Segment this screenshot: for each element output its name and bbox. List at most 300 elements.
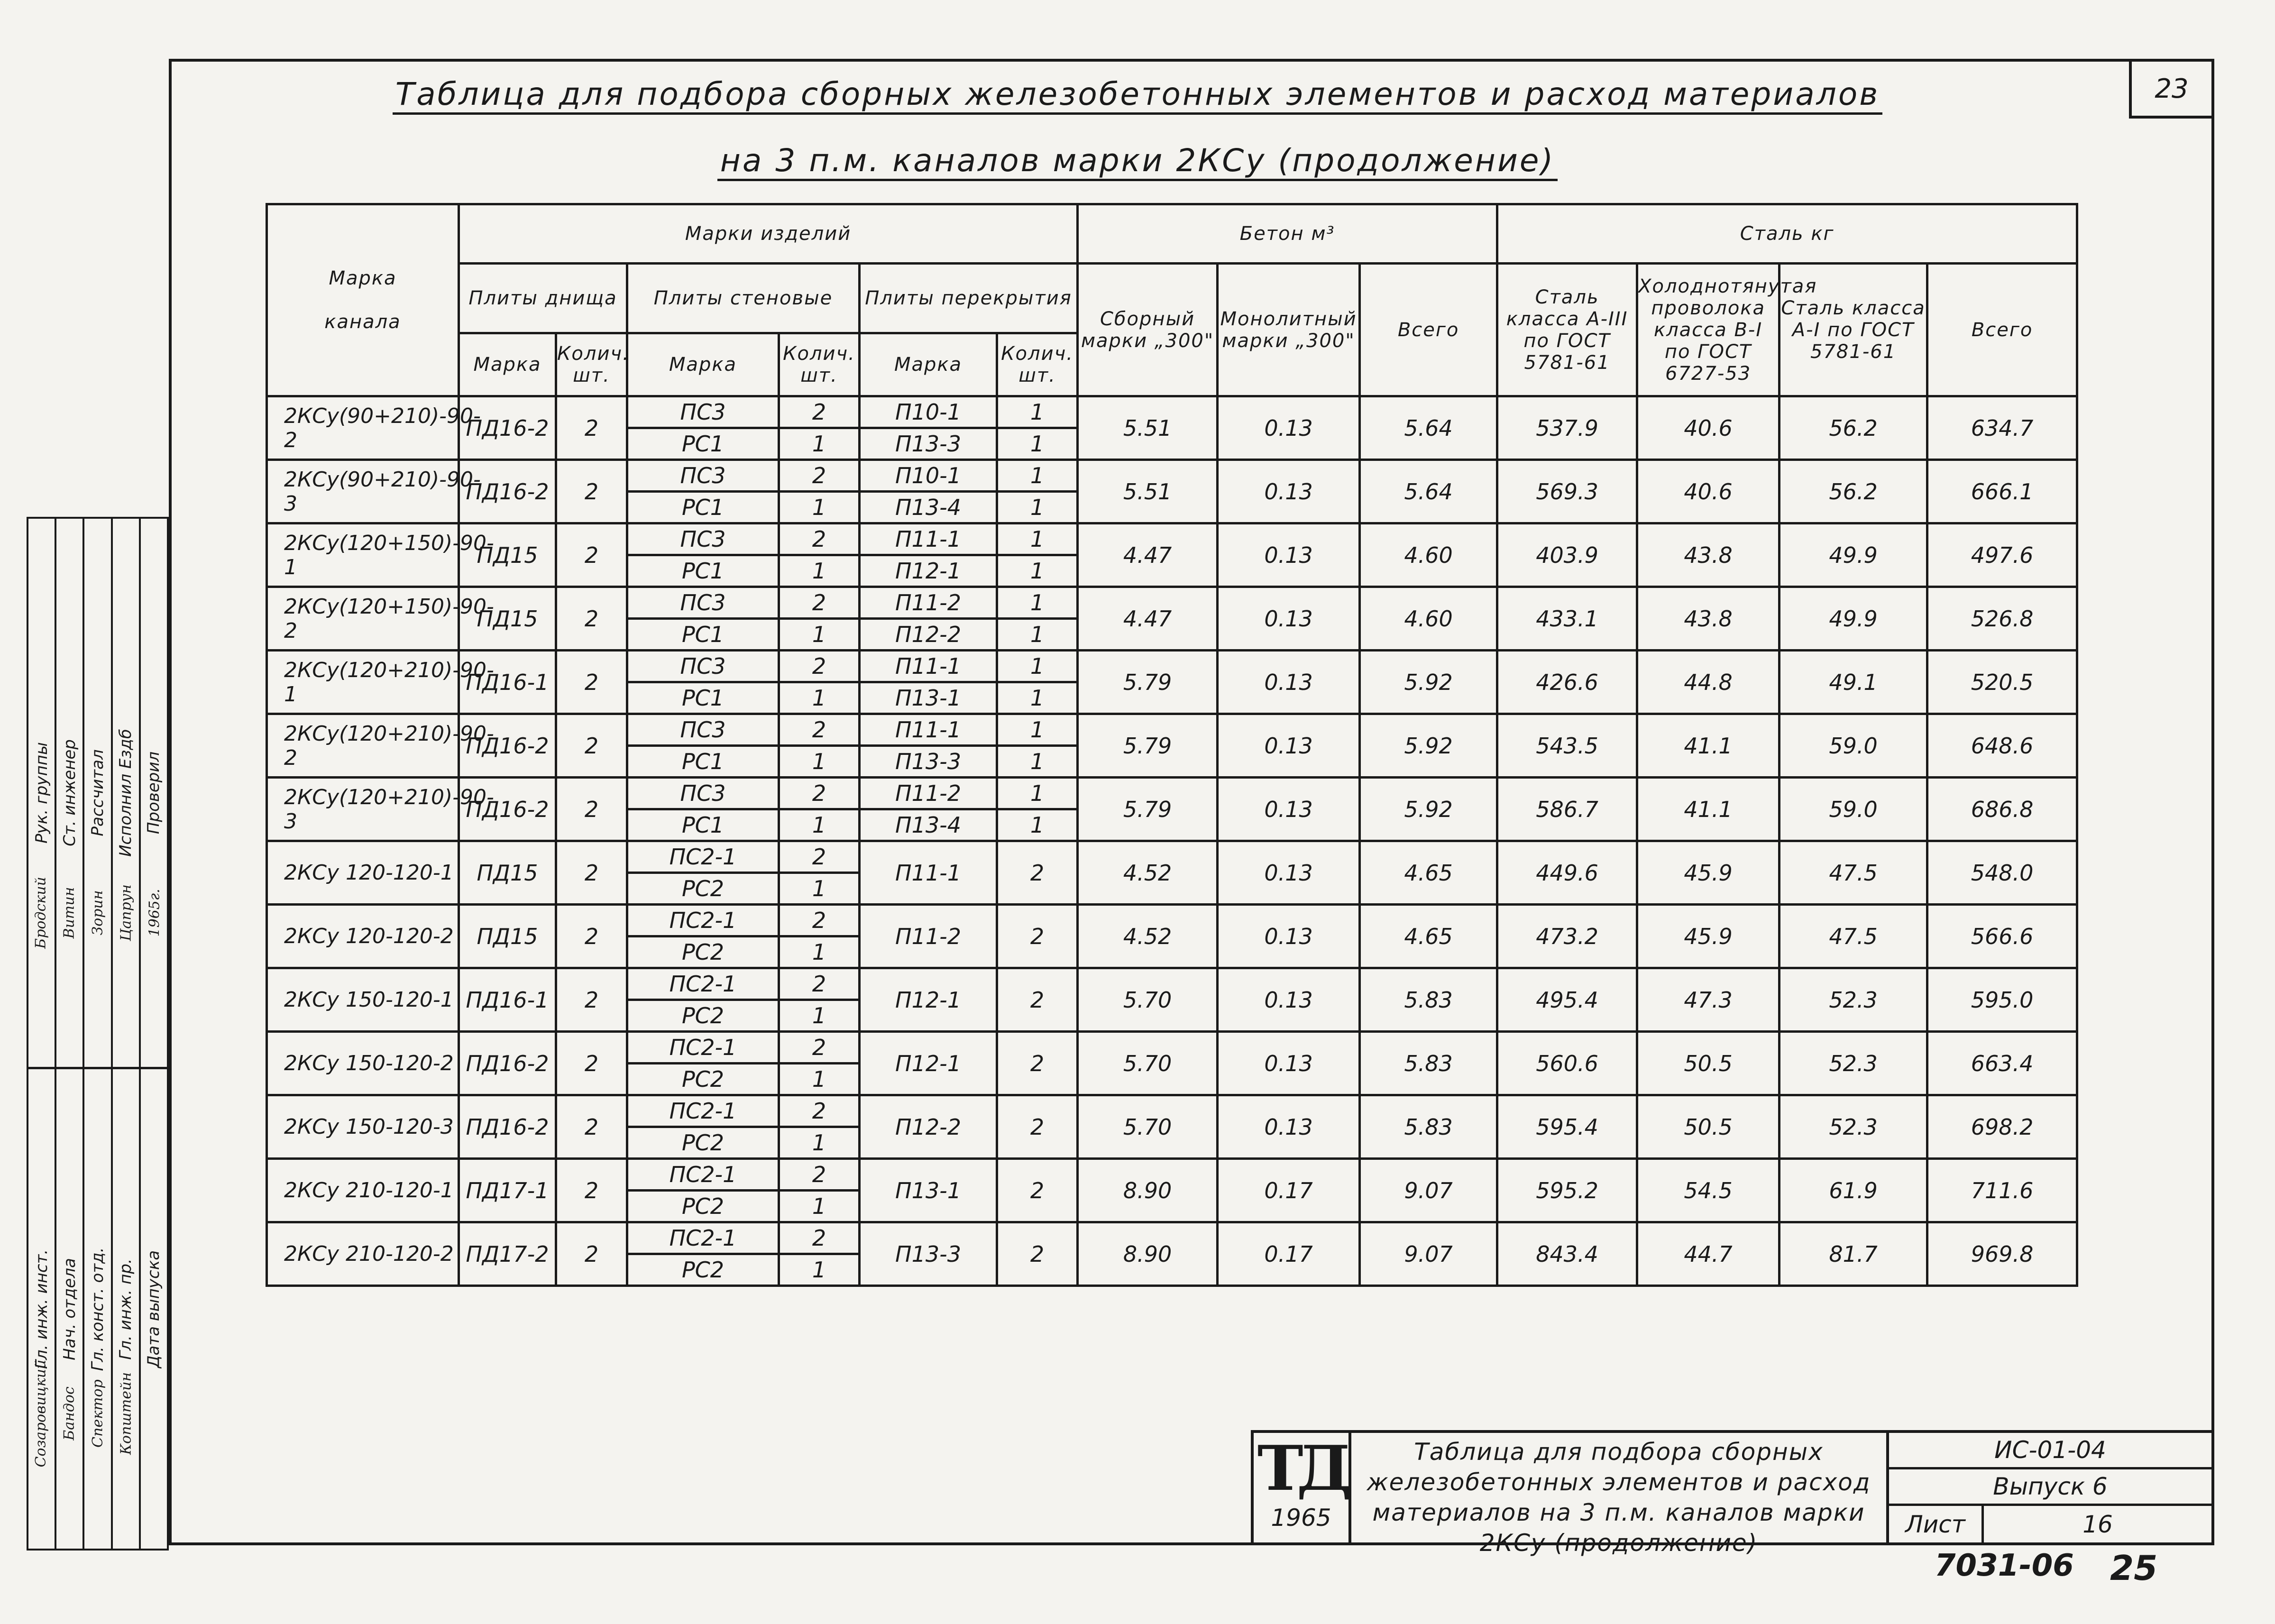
concrete-total: 9.07 bbox=[1360, 1222, 1497, 1286]
channel-code: 2КСу(90+210)-90-2 bbox=[267, 396, 459, 460]
channel-code: 2КСу 120-120-1 bbox=[267, 841, 459, 905]
channel-code: 2КСу(120+150)-90-2 bbox=[267, 587, 459, 651]
channel-code: 2КСу(120+210)-90-2 bbox=[267, 714, 459, 778]
wire-b1: 44.7 bbox=[1637, 1222, 1780, 1286]
ceiling-slab-count: 1 bbox=[997, 778, 1078, 809]
wall-slab-count: 2 bbox=[779, 1032, 860, 1064]
concrete-precast: 5.70 bbox=[1078, 1032, 1218, 1095]
wire-b1: 50.5 bbox=[1637, 1032, 1780, 1095]
concrete-monolithic: 0.13 bbox=[1218, 968, 1360, 1032]
concrete-total: 5.64 bbox=[1360, 396, 1497, 460]
header-monolitnyy: Монолитный марки „300" bbox=[1218, 264, 1360, 396]
concrete-precast: 4.47 bbox=[1078, 587, 1218, 651]
steel-a1: 61.9 bbox=[1780, 1159, 1927, 1222]
ceiling-slab-count: 1 bbox=[997, 619, 1078, 651]
bottom-slab-count: 2 bbox=[556, 587, 627, 651]
table-row bbox=[267, 1159, 2077, 1191]
ceiling-slab-count: 2 bbox=[997, 841, 1078, 905]
ceiling-slab-count: 1 bbox=[997, 682, 1078, 714]
steel-total: 711.6 bbox=[1927, 1159, 2077, 1222]
wire-b1: 41.1 bbox=[1637, 714, 1780, 778]
stamp-role-text: Исполнил Ездб bbox=[116, 729, 136, 857]
table-title-line-2: на 3 п.м. каналов марки 2КСу (продолжение) bbox=[0, 142, 2275, 179]
stamp-role bbox=[28, 1068, 55, 1550]
ceiling-slab-mark: П13-3 bbox=[860, 746, 997, 778]
concrete-total: 5.64 bbox=[1360, 460, 1497, 523]
bottom-slab-mark: ПД16-2 bbox=[459, 460, 556, 523]
steel-a3: 569.3 bbox=[1497, 460, 1637, 523]
ceiling-slab-mark: П13-4 bbox=[860, 492, 997, 523]
steel-total: 497.6 bbox=[1927, 523, 2077, 587]
concrete-total: 4.65 bbox=[1360, 905, 1497, 968]
bottom-slab-count: 2 bbox=[556, 1159, 627, 1222]
wall-slab-count: 1 bbox=[779, 492, 860, 523]
wall-slab-mark: ПС3 bbox=[627, 460, 779, 492]
concrete-total: 9.07 bbox=[1360, 1159, 1497, 1222]
wall-slab-mark: РС1 bbox=[627, 555, 779, 587]
stamp-role-text: Гл. инж. инст. bbox=[32, 1249, 51, 1369]
ceiling-slab-count: 1 bbox=[997, 396, 1078, 428]
header-kolich: Колич. шт. bbox=[779, 333, 860, 396]
ceiling-slab-count: 1 bbox=[997, 587, 1078, 619]
bottom-slab-mark: ПД16-1 bbox=[459, 968, 556, 1032]
steel-a1: 49.9 bbox=[1780, 587, 1927, 651]
stamp-role bbox=[83, 518, 111, 1068]
table-row bbox=[267, 523, 2077, 555]
bottom-slab-count: 2 bbox=[556, 1032, 627, 1095]
steel-a1: 52.3 bbox=[1780, 968, 1927, 1032]
wall-slab-count: 1 bbox=[779, 1064, 860, 1095]
stamp-name: Бандос bbox=[61, 1386, 78, 1440]
bottom-slab-mark: ПД16-2 bbox=[459, 778, 556, 841]
wire-b1: 43.8 bbox=[1637, 523, 1780, 587]
wire-b1: 44.8 bbox=[1637, 651, 1780, 714]
steel-a3: 595.2 bbox=[1497, 1159, 1637, 1222]
steel-total: 686.8 bbox=[1927, 778, 2077, 841]
ceiling-slab-mark: П12-1 bbox=[860, 555, 997, 587]
wall-slab-count: 1 bbox=[779, 555, 860, 587]
steel-total: 666.1 bbox=[1927, 460, 2077, 523]
wall-slab-mark: ПС3 bbox=[627, 778, 779, 809]
table-row bbox=[267, 587, 2077, 619]
table-row bbox=[267, 714, 2077, 746]
steel-a1: 47.5 bbox=[1780, 841, 1927, 905]
wall-slab-count: 2 bbox=[779, 841, 860, 873]
wall-slab-count: 1 bbox=[779, 809, 860, 841]
concrete-monolithic: 0.13 bbox=[1218, 587, 1360, 651]
bottom-slab-mark: ПД16-2 bbox=[459, 396, 556, 460]
wall-slab-count: 2 bbox=[779, 968, 860, 1000]
concrete-total: 5.83 bbox=[1360, 1032, 1497, 1095]
wall-slab-mark: РС1 bbox=[627, 492, 779, 523]
channel-code: 2КСу(120+210)-90-1 bbox=[267, 651, 459, 714]
concrete-precast: 5.79 bbox=[1078, 714, 1218, 778]
header-stal-vsego: Всего bbox=[1927, 264, 2077, 396]
stamp-role bbox=[28, 518, 55, 1068]
stamp-name: Зорин bbox=[89, 890, 106, 936]
wall-slab-mark: РС1 bbox=[627, 619, 779, 651]
wall-slab-mark: ПС2-1 bbox=[627, 1032, 779, 1064]
steel-a3: 473.2 bbox=[1497, 905, 1637, 968]
wall-slab-mark: ПС2-1 bbox=[627, 905, 779, 936]
wall-slab-mark: ПС3 bbox=[627, 587, 779, 619]
bottom-slab-count: 2 bbox=[556, 396, 627, 460]
concrete-total: 4.60 bbox=[1360, 587, 1497, 651]
bottom-slab-mark: ПД16-2 bbox=[459, 1032, 556, 1095]
wall-slab-count: 2 bbox=[779, 523, 860, 555]
concrete-monolithic: 0.13 bbox=[1218, 1095, 1360, 1159]
wire-b1: 47.3 bbox=[1637, 968, 1780, 1032]
ceiling-slab-count: 2 bbox=[997, 968, 1078, 1032]
table-row bbox=[267, 651, 2077, 682]
wall-slab-count: 1 bbox=[779, 1000, 860, 1032]
table-title-line-1: Таблица для подбора сборных железобетонных элементов и расход материалов bbox=[0, 76, 2275, 112]
table-row bbox=[267, 841, 2077, 873]
stamp-role-text: Гл. инж. пр. bbox=[116, 1258, 136, 1360]
steel-total: 595.0 bbox=[1927, 968, 2077, 1032]
ceiling-slab-count: 1 bbox=[997, 714, 1078, 746]
steel-a1: 52.3 bbox=[1780, 1095, 1927, 1159]
stamp-name: Спектор bbox=[89, 1379, 106, 1448]
steel-total: 520.5 bbox=[1927, 651, 2077, 714]
issue-number: Выпуск 6 bbox=[1889, 1469, 2211, 1506]
document-code: ИС-01-04 bbox=[1889, 1433, 2211, 1469]
concrete-precast: 4.47 bbox=[1078, 523, 1218, 587]
steel-a1: 52.3 bbox=[1780, 1032, 1927, 1095]
wall-slab-count: 1 bbox=[779, 619, 860, 651]
ceiling-slab-mark: П12-1 bbox=[860, 968, 997, 1032]
stamp-role bbox=[140, 518, 168, 1068]
channel-code: 2КСу 150-120-1 bbox=[267, 968, 459, 1032]
channel-code: 2КСу(90+210)-90-3 bbox=[267, 460, 459, 523]
steel-total: 634.7 bbox=[1927, 396, 2077, 460]
wall-slab-count: 1 bbox=[779, 682, 860, 714]
table-row bbox=[267, 1222, 2077, 1254]
bottom-slab-count: 2 bbox=[556, 905, 627, 968]
concrete-monolithic: 0.13 bbox=[1218, 714, 1360, 778]
steel-a3: 543.5 bbox=[1497, 714, 1637, 778]
wall-slab-mark: РС2 bbox=[627, 936, 779, 968]
channel-code: 2КСу 210-120-2 bbox=[267, 1222, 459, 1286]
steel-a1: 56.2 bbox=[1780, 396, 1927, 460]
concrete-precast: 5.70 bbox=[1078, 1095, 1218, 1159]
ceiling-slab-mark: П10-1 bbox=[860, 396, 997, 428]
stamp-name: Копштейн bbox=[118, 1372, 135, 1455]
ceiling-slab-count: 1 bbox=[997, 809, 1078, 841]
page-number: 23 bbox=[2129, 59, 2214, 119]
steel-total: 548.0 bbox=[1927, 841, 2077, 905]
sheet-label: Лист bbox=[1889, 1506, 1984, 1542]
wire-b1: 40.6 bbox=[1637, 460, 1780, 523]
stamp-role-text: Дата выпуска bbox=[144, 1250, 164, 1368]
title-block bbox=[1251, 1430, 2214, 1557]
concrete-monolithic: 0.13 bbox=[1218, 1032, 1360, 1095]
steel-a3: 403.9 bbox=[1497, 523, 1637, 587]
wire-b1: 43.8 bbox=[1637, 587, 1780, 651]
logo-mark: ТД bbox=[1257, 1432, 1345, 1505]
concrete-precast: 8.90 bbox=[1078, 1159, 1218, 1222]
wall-slab-mark: РС1 bbox=[627, 428, 779, 460]
steel-total: 663.4 bbox=[1927, 1032, 2077, 1095]
concrete-precast: 5.51 bbox=[1078, 460, 1218, 523]
wall-slab-count: 2 bbox=[779, 651, 860, 682]
concrete-total: 5.92 bbox=[1360, 651, 1497, 714]
wall-slab-mark: РС2 bbox=[627, 1127, 779, 1159]
bottom-slab-mark: ПД16-2 bbox=[459, 1095, 556, 1159]
concrete-precast: 4.52 bbox=[1078, 905, 1218, 968]
wall-slab-mark: ПС2-1 bbox=[627, 968, 779, 1000]
channel-code: 2КСу(120+210)-90-3 bbox=[267, 778, 459, 841]
header-plity-dnischa: Плиты днища bbox=[459, 264, 627, 333]
concrete-precast: 5.51 bbox=[1078, 396, 1218, 460]
bottom-slab-count: 2 bbox=[556, 460, 627, 523]
wall-slab-mark: РС2 bbox=[627, 1254, 779, 1286]
steel-a1: 49.9 bbox=[1780, 523, 1927, 587]
table-row bbox=[267, 968, 2077, 1000]
steel-a3: 433.1 bbox=[1497, 587, 1637, 651]
bottom-slab-count: 2 bbox=[556, 841, 627, 905]
steel-total: 648.6 bbox=[1927, 714, 2077, 778]
wall-slab-count: 2 bbox=[779, 396, 860, 428]
ceiling-slab-count: 1 bbox=[997, 651, 1078, 682]
wall-slab-count: 2 bbox=[779, 905, 860, 936]
ceiling-slab-count: 2 bbox=[997, 1159, 1078, 1222]
stamp-name: Цапрун bbox=[118, 884, 135, 942]
ceiling-slab-count: 2 bbox=[997, 1032, 1078, 1095]
steel-a1: 47.5 bbox=[1780, 905, 1927, 968]
bottom-slab-mark: ПД15 bbox=[459, 841, 556, 905]
channel-code: 2КСу(120+150)-90-1 bbox=[267, 523, 459, 587]
bottom-slab-mark: ПД17-1 bbox=[459, 1159, 556, 1222]
ceiling-slab-count: 1 bbox=[997, 746, 1078, 778]
stamp-role bbox=[112, 518, 140, 1068]
wall-slab-mark: ПС3 bbox=[627, 651, 779, 682]
table-row bbox=[267, 1032, 2077, 1064]
wall-slab-count: 2 bbox=[779, 1159, 860, 1191]
steel-a1: 59.0 bbox=[1780, 714, 1927, 778]
ceiling-slab-mark: П12-2 bbox=[860, 619, 997, 651]
stamp-role bbox=[55, 1068, 83, 1550]
steel-a1: 59.0 bbox=[1780, 778, 1927, 841]
wall-slab-mark: РС2 bbox=[627, 873, 779, 905]
wall-slab-mark: РС1 bbox=[627, 809, 779, 841]
wall-slab-mark: РС2 bbox=[627, 1064, 779, 1095]
folio-number: 25 bbox=[2110, 1548, 2158, 1588]
steel-total: 566.6 bbox=[1927, 905, 2077, 968]
steel-total: 526.8 bbox=[1927, 587, 2077, 651]
concrete-total: 5.92 bbox=[1360, 714, 1497, 778]
stamp-role bbox=[83, 1068, 111, 1550]
wall-slab-count: 2 bbox=[779, 714, 860, 746]
header-plity-perekrytiya: Плиты перекрытия bbox=[860, 264, 1078, 333]
stamp-role-text: Рук. группы bbox=[32, 742, 51, 844]
table-row bbox=[267, 396, 2077, 428]
wire-b1: 40.6 bbox=[1637, 396, 1780, 460]
ceiling-slab-count: 1 bbox=[997, 492, 1078, 523]
steel-a3: 843.4 bbox=[1497, 1222, 1637, 1286]
concrete-precast: 5.79 bbox=[1078, 651, 1218, 714]
header-beton: Бетон м³ bbox=[1078, 204, 1497, 264]
ceiling-slab-mark: П13-1 bbox=[860, 682, 997, 714]
bottom-slab-mark: ПД15 bbox=[459, 587, 556, 651]
wall-slab-count: 1 bbox=[779, 1191, 860, 1222]
stamp-role bbox=[112, 1068, 140, 1550]
materials-table bbox=[266, 203, 2078, 1287]
steel-a3: 537.9 bbox=[1497, 396, 1637, 460]
logo-year: 1965 bbox=[1271, 1504, 1331, 1532]
table-row bbox=[267, 905, 2077, 936]
stamp-name: Витин bbox=[61, 887, 78, 939]
wall-slab-count: 2 bbox=[779, 1222, 860, 1254]
table-row bbox=[267, 460, 2077, 492]
stamp-role bbox=[140, 1068, 168, 1550]
ceiling-slab-mark: П11-2 bbox=[860, 905, 997, 968]
steel-a3: 449.6 bbox=[1497, 841, 1637, 905]
wall-slab-mark: ПС2-1 bbox=[627, 1095, 779, 1127]
ceiling-slab-count: 1 bbox=[997, 428, 1078, 460]
stamp-name: 1965г. bbox=[146, 889, 163, 937]
wire-b1: 50.5 bbox=[1637, 1095, 1780, 1159]
bottom-slab-count: 2 bbox=[556, 1095, 627, 1159]
ceiling-slab-mark: П11-1 bbox=[860, 523, 997, 555]
header-kolich: Колич. шт. bbox=[997, 333, 1078, 396]
ceiling-slab-count: 1 bbox=[997, 555, 1078, 587]
wall-slab-mark: ПС3 bbox=[627, 396, 779, 428]
header-sbornyy: Сборный марки „300" bbox=[1078, 264, 1218, 396]
channel-code: 2КСу 120-120-2 bbox=[267, 905, 459, 968]
wall-slab-mark: РС1 bbox=[627, 746, 779, 778]
wall-slab-count: 2 bbox=[779, 778, 860, 809]
wall-slab-count: 1 bbox=[779, 1254, 860, 1286]
wire-b1: 45.9 bbox=[1637, 905, 1780, 968]
wall-slab-count: 2 bbox=[779, 1095, 860, 1127]
concrete-precast: 5.79 bbox=[1078, 778, 1218, 841]
header-kolich: Колич. шт. bbox=[556, 333, 627, 396]
concrete-precast: 8.90 bbox=[1078, 1222, 1218, 1286]
header-plity-stenovye: Плиты стеновые bbox=[627, 264, 860, 333]
stamp-role-text: Гл. конст. отд. bbox=[88, 1247, 107, 1371]
stamp-name: Созаровицкий bbox=[32, 1359, 49, 1468]
concrete-monolithic: 0.13 bbox=[1218, 523, 1360, 587]
header-beton-vsego: Всего bbox=[1360, 264, 1497, 396]
header-provoloka-b1: Холоднотянутая проволока класса В-I по ГОСТ 6727-53 bbox=[1637, 264, 1780, 396]
concrete-total: 5.83 bbox=[1360, 1095, 1497, 1159]
title-block-info bbox=[1886, 1433, 2214, 1542]
header-marka: Марка bbox=[627, 333, 779, 396]
header-stal-a3: Сталь класса А-III по ГОСТ 5781-61 bbox=[1497, 264, 1637, 396]
channel-code: 2КСу 150-120-2 bbox=[267, 1032, 459, 1095]
ceiling-slab-mark: П11-2 bbox=[860, 778, 997, 809]
steel-a3: 426.6 bbox=[1497, 651, 1637, 714]
wall-slab-mark: РС1 bbox=[627, 682, 779, 714]
concrete-precast: 4.52 bbox=[1078, 841, 1218, 905]
steel-a3: 560.6 bbox=[1497, 1032, 1637, 1095]
wall-slab-count: 1 bbox=[779, 746, 860, 778]
wall-slab-mark: РС2 bbox=[627, 1191, 779, 1222]
bottom-slab-count: 2 bbox=[556, 523, 627, 587]
concrete-total: 4.60 bbox=[1360, 523, 1497, 587]
ceiling-slab-count: 2 bbox=[997, 905, 1078, 968]
steel-a1: 49.1 bbox=[1780, 651, 1927, 714]
table-body bbox=[267, 396, 2077, 1286]
wall-slab-mark: ПС3 bbox=[627, 714, 779, 746]
header-marki-izdeliy: Марки изделий bbox=[459, 204, 1078, 264]
stamp-role-text: Нач. отдела bbox=[60, 1257, 79, 1360]
wire-b1: 54.5 bbox=[1637, 1159, 1780, 1222]
wall-slab-count: 2 bbox=[779, 460, 860, 492]
header-stal-a1: Сталь класса А-I по ГОСТ 5781-61 bbox=[1780, 264, 1927, 396]
bottom-slab-count: 2 bbox=[556, 968, 627, 1032]
ceiling-slab-count: 2 bbox=[997, 1095, 1078, 1159]
ceiling-slab-mark: П11-1 bbox=[860, 651, 997, 682]
bottom-slab-mark: ПД16-1 bbox=[459, 651, 556, 714]
wall-slab-count: 1 bbox=[779, 428, 860, 460]
stamp-name: Бродский bbox=[32, 877, 49, 949]
steel-a3: 586.7 bbox=[1497, 778, 1637, 841]
wall-slab-mark: ПС3 bbox=[627, 523, 779, 555]
concrete-monolithic: 0.13 bbox=[1218, 396, 1360, 460]
wire-b1: 41.1 bbox=[1637, 778, 1780, 841]
archive-number: 7031-06 bbox=[1935, 1548, 2074, 1583]
table-row bbox=[267, 778, 2077, 809]
bottom-slab-mark: ПД15 bbox=[459, 905, 556, 968]
wall-slab-mark: ПС2-1 bbox=[627, 841, 779, 873]
concrete-total: 4.65 bbox=[1360, 841, 1497, 905]
ceiling-slab-count: 1 bbox=[997, 523, 1078, 555]
ceiling-slab-mark: П13-1 bbox=[860, 1159, 997, 1222]
channel-code: 2КСу 210-120-1 bbox=[267, 1159, 459, 1222]
stamp-role-text: Рассчитал bbox=[88, 749, 107, 836]
bottom-slab-count: 2 bbox=[556, 778, 627, 841]
steel-a1: 81.7 bbox=[1780, 1222, 1927, 1286]
concrete-monolithic: 0.17 bbox=[1218, 1222, 1360, 1286]
header-stal: Сталь кг bbox=[1497, 204, 2077, 264]
steel-total: 698.2 bbox=[1927, 1095, 2077, 1159]
ceiling-slab-mark: П13-3 bbox=[860, 428, 997, 460]
institute-logo bbox=[1254, 1433, 1351, 1542]
sheet-number: 16 bbox=[2082, 1510, 2113, 1538]
header-marka-kanala: Марка канала bbox=[267, 204, 459, 396]
steel-total: 969.8 bbox=[1927, 1222, 2077, 1286]
bottom-slab-mark: ПД16-2 bbox=[459, 714, 556, 778]
bottom-slab-count: 2 bbox=[556, 1222, 627, 1286]
concrete-monolithic: 0.17 bbox=[1218, 1159, 1360, 1222]
concrete-monolithic: 0.13 bbox=[1218, 841, 1360, 905]
concrete-total: 5.83 bbox=[1360, 968, 1497, 1032]
ceiling-slab-mark: П12-1 bbox=[860, 1032, 997, 1095]
ceiling-slab-mark: П11-1 bbox=[860, 841, 997, 905]
steel-a3: 595.4 bbox=[1497, 1095, 1637, 1159]
concrete-monolithic: 0.13 bbox=[1218, 651, 1360, 714]
header-marka: Марка bbox=[860, 333, 997, 396]
steel-a3: 495.4 bbox=[1497, 968, 1637, 1032]
ceiling-slab-mark: П12-2 bbox=[860, 1095, 997, 1159]
bottom-slab-count: 2 bbox=[556, 714, 627, 778]
concrete-monolithic: 0.13 bbox=[1218, 460, 1360, 523]
ceiling-slab-mark: П13-3 bbox=[860, 1222, 997, 1286]
wall-slab-count: 1 bbox=[779, 873, 860, 905]
wire-b1: 45.9 bbox=[1637, 841, 1780, 905]
stamp-role-text: Ст. инженер bbox=[60, 739, 79, 846]
wall-slab-count: 1 bbox=[779, 936, 860, 968]
bottom-slab-mark: ПД17-2 bbox=[459, 1222, 556, 1286]
header-marka: Марка bbox=[459, 333, 556, 396]
ceiling-slab-mark: П11-1 bbox=[860, 714, 997, 746]
bottom-slab-count: 2 bbox=[556, 651, 627, 714]
channel-code: 2КСу 150-120-3 bbox=[267, 1095, 459, 1159]
wall-slab-mark: ПС2-1 bbox=[627, 1222, 779, 1254]
table-row bbox=[267, 1095, 2077, 1127]
